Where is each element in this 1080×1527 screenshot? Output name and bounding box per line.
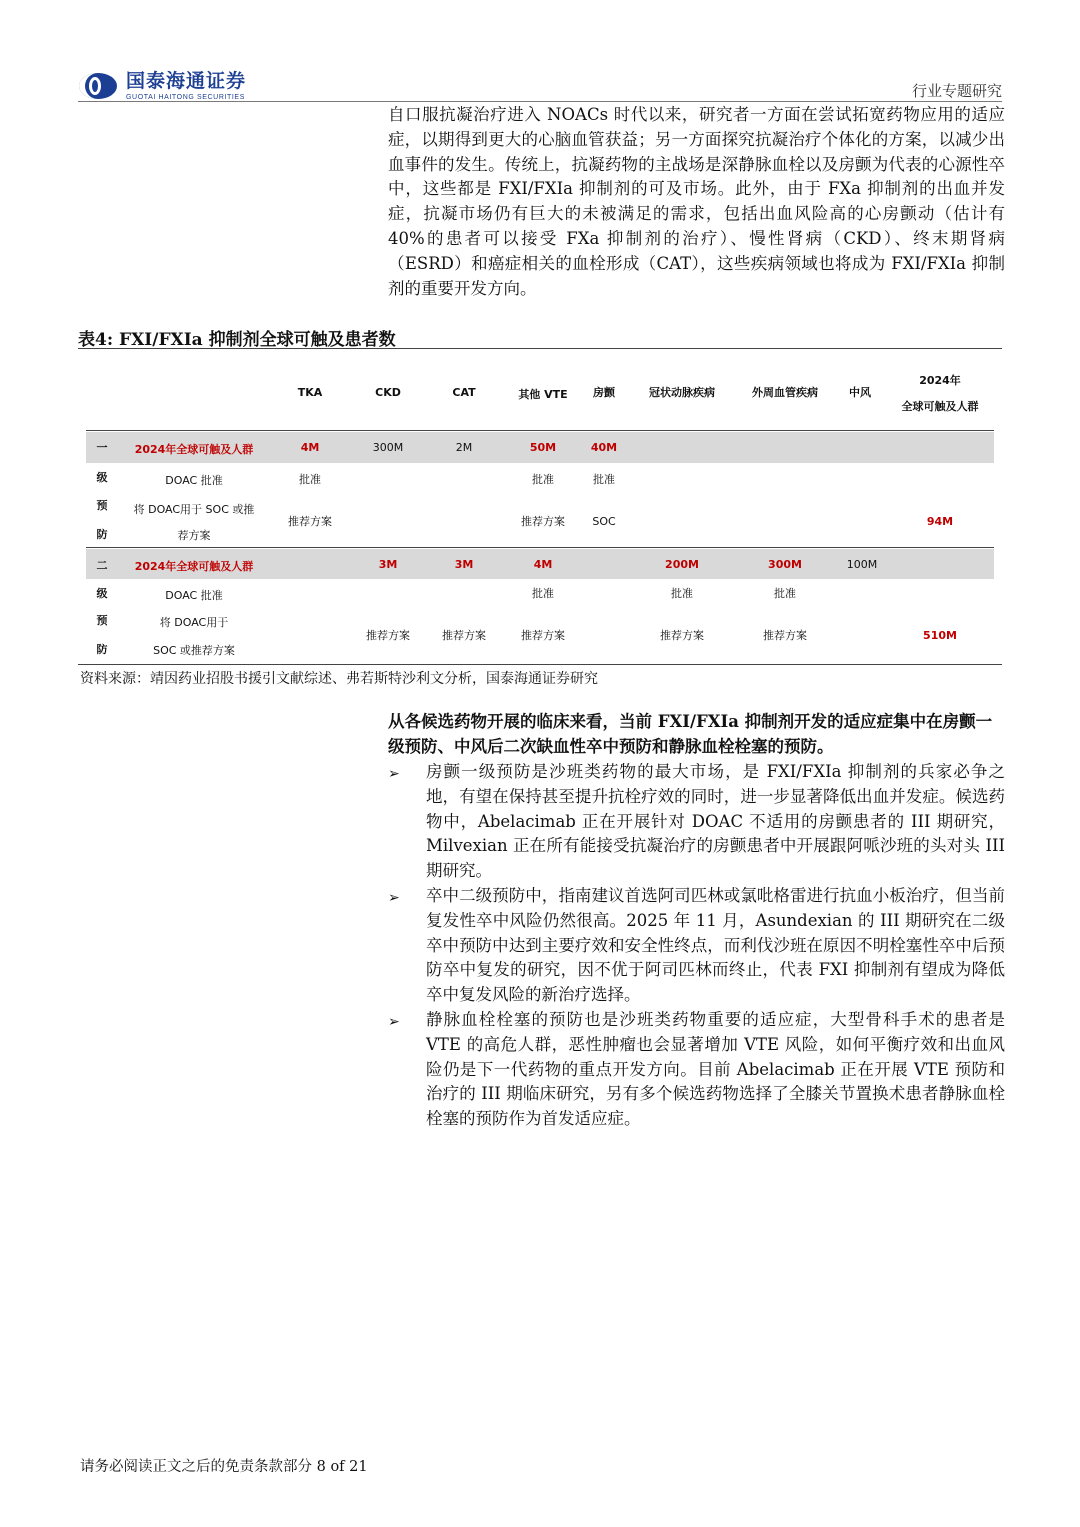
cell-ckd: 3M bbox=[378, 558, 398, 571]
row-label-line2: 荐方案 bbox=[177, 529, 211, 542]
bullet-text: 静脉血栓栓塞的预防也是沙班类药物重要的适应症，大型骨科手术的患者是 VTE 的高危人群，恶性肿瘤也会显著增加 VTE 风险，如何平衡疗效和出血风险仍是下一代药物的重点开发方向。目前 Abelacimab 正在开展 VTE 预防和治疗的 III 期临床研究，另有多个候选药物选择了全膝关节置换术患者静脉血栓栓塞的预防作为首发适应症。 bbox=[426, 1010, 1005, 1129]
row-label-line1: 将 DOAC用于 SOC 或推 bbox=[133, 503, 255, 516]
cell-vte: 批准 bbox=[532, 473, 554, 486]
bullet-item-1 bbox=[388, 760, 1005, 884]
table-title: 表4: FXI/FXIa 抑制剂全球可触及患者数 bbox=[78, 330, 396, 350]
cell-vte: 4M bbox=[533, 558, 553, 571]
logo-icon bbox=[78, 72, 118, 100]
col-header-total: 全球可触及人群 bbox=[901, 400, 979, 413]
bullet-arrow-icon: ➢ bbox=[388, 766, 400, 782]
col-header-vte: 其他 VTE bbox=[518, 388, 568, 401]
col-header-year: 2024年 bbox=[919, 374, 961, 387]
cell-pad: 300M bbox=[768, 558, 802, 571]
cell-pad: 批准 bbox=[774, 587, 796, 600]
row-label: DOAC 批准 bbox=[165, 474, 223, 487]
bullet-text: 房颤一级预防是沙班类药物的最大市场，是 FXI/FXIa 抑制剂的兵家必争之地，有望在保持甚至提升抗栓疗效的同时，进一步显著降低出血并发症。候选药物中，Abelacimab 正在开展针对 DOAC 不适用的房颤患者的 III 期研究，Milvexian 正在所有能接受抗凝治疗的房颤患者中开展跟阿哌沙班的头对头 III 期研究。 bbox=[426, 762, 1005, 881]
col-header-cat: CAT bbox=[452, 386, 476, 399]
cell-cat: 3M bbox=[454, 558, 474, 571]
cell-cad: 批准 bbox=[671, 587, 693, 600]
cell-af: 批准 bbox=[593, 473, 615, 486]
section2-vlabel-2: 级 bbox=[96, 587, 108, 600]
row-label: 2024年全球可触及人群 bbox=[134, 443, 254, 456]
section1-vlabel-2: 级 bbox=[96, 471, 108, 484]
section2-vlabel-1: 二 bbox=[96, 559, 108, 572]
section1-vlabel-4: 防 bbox=[96, 528, 108, 541]
bullet-item-2 bbox=[388, 884, 1005, 1008]
company-logo bbox=[78, 68, 246, 104]
summary-heading: 从各候选药物开展的临床来看，当前 FXI/FXIa 抑制剂开发的适应症集中在房颤一级预防、中风后二次缺血性卒中预防和静脉血栓栓塞的预防。 bbox=[388, 712, 993, 756]
bullet-arrow-icon: ➢ bbox=[388, 890, 400, 906]
report-type: 行业专题研究 bbox=[911, 82, 1002, 100]
col-header-pad: 外周血管疾病 bbox=[752, 386, 818, 399]
bullet-arrow-icon: ➢ bbox=[388, 1014, 400, 1030]
cell-vte: 推荐方案 bbox=[521, 629, 565, 642]
cell-af: 40M bbox=[590, 441, 618, 454]
row-label: 2024年全球可触及人群 bbox=[134, 560, 254, 573]
header-divider bbox=[78, 101, 1002, 102]
cell-ckd: 推荐方案 bbox=[366, 629, 410, 642]
page-footer: 请务必阅读正文之后的免责条款部分 8 of 21 bbox=[80, 1459, 368, 1475]
cell-tka: 4M bbox=[300, 441, 320, 454]
cell-vte: 50M bbox=[529, 441, 557, 454]
table-bottom-rule bbox=[78, 664, 1002, 665]
cell-tka: 推荐方案 bbox=[288, 515, 332, 528]
table-source: 资料来源：靖因药业招股书援引文献综述、弗若斯特沙利文分析，国泰海通证券研究 bbox=[80, 671, 598, 687]
cell-ckd: 300M bbox=[372, 441, 404, 454]
cell-vte: 推荐方案 bbox=[521, 515, 565, 528]
col-header-ckd: CKD bbox=[375, 386, 401, 399]
company-name-cn: 国泰海通证券 bbox=[126, 69, 247, 92]
section1-vlabel-3: 预 bbox=[96, 499, 108, 512]
cell-cat: 2M bbox=[455, 441, 473, 454]
cell-pad: 推荐方案 bbox=[763, 629, 807, 642]
cell-vte: 批准 bbox=[532, 587, 554, 600]
row-label-line2: SOC 或推荐方案 bbox=[153, 644, 235, 657]
cell-cad: 200M bbox=[665, 558, 699, 571]
cell-stroke: 100M bbox=[846, 558, 878, 571]
col-header-af: 房颤 bbox=[593, 386, 615, 399]
table-section1-rule bbox=[86, 430, 994, 431]
cell-cat: 推荐方案 bbox=[442, 629, 486, 642]
intro-paragraph-text: 自口服抗凝治疗进入 NOACs 时代以来，研究者一方面在尝试拓宽药物应用的适应症，以期得到更大的心脑血管获益；另一方面探究抗凝治疗个体化的方案，以减少出血事件的发生。传统上，抗凝药物的主战场是深静脉血栓以及房颤为代表的心源性卒中，这些都是 FXI/FXIa 抑制剂的可及市场。此外，由于 FXa 抑制剂的出血并发症，抗凝市场仍有巨大的未被满足的需求，包括出血风险高的心房颤动（估计有 40%的患者可以接受 FXa 抑制剂的治疗）、慢性肾病（CKD）、终末期肾病（ESRD）和癌症相关的血栓形成（CAT），这些疾病领域也将成为 FXI/FXIa 抑制剂的重要开发方向。 bbox=[388, 105, 1005, 298]
section1-vlabel-1: 一 bbox=[96, 441, 108, 454]
cell-total: 510M bbox=[923, 629, 957, 642]
section2-vlabel-4: 防 bbox=[96, 643, 108, 656]
col-header-stroke: 中风 bbox=[849, 386, 871, 399]
cell-cad: 推荐方案 bbox=[660, 629, 704, 642]
company-name-en: GUOTAI HAITONG SECURITIES bbox=[126, 93, 245, 101]
row-label-line1: 将 DOAC用于 bbox=[159, 616, 229, 629]
intro-paragraph bbox=[388, 103, 1005, 301]
row-label: DOAC 批准 bbox=[165, 589, 223, 602]
table-section2-rule bbox=[86, 547, 994, 548]
section2-vlabel-3: 预 bbox=[96, 614, 108, 627]
bullet-text: 卒中二级预防中，指南建议首选阿司匹林或氯吡格雷进行抗血小板治疗，但当前复发性卒中风险仍然很高。2025 年 11 月，Asundexian 的 III 期研究在二级卒中预防中达到主要疗效和安全性终点，而利伐沙班在原因不明栓塞性卒中后预防卒中复发的研究，因不优于阿司匹林而终止，代表 FXI 抑制剂有望成为降低卒中复发风险的新治疗选择。 bbox=[426, 886, 1005, 1005]
cell-tka: 批准 bbox=[299, 473, 321, 486]
cell-total: 94M bbox=[926, 515, 954, 528]
bullet-item-3 bbox=[388, 1008, 1005, 1132]
col-header-cad: 冠状动脉疾病 bbox=[649, 386, 715, 399]
col-header-tka: TKA bbox=[297, 386, 323, 399]
table-top-rule bbox=[78, 348, 1002, 349]
cell-af: SOC bbox=[592, 515, 616, 528]
